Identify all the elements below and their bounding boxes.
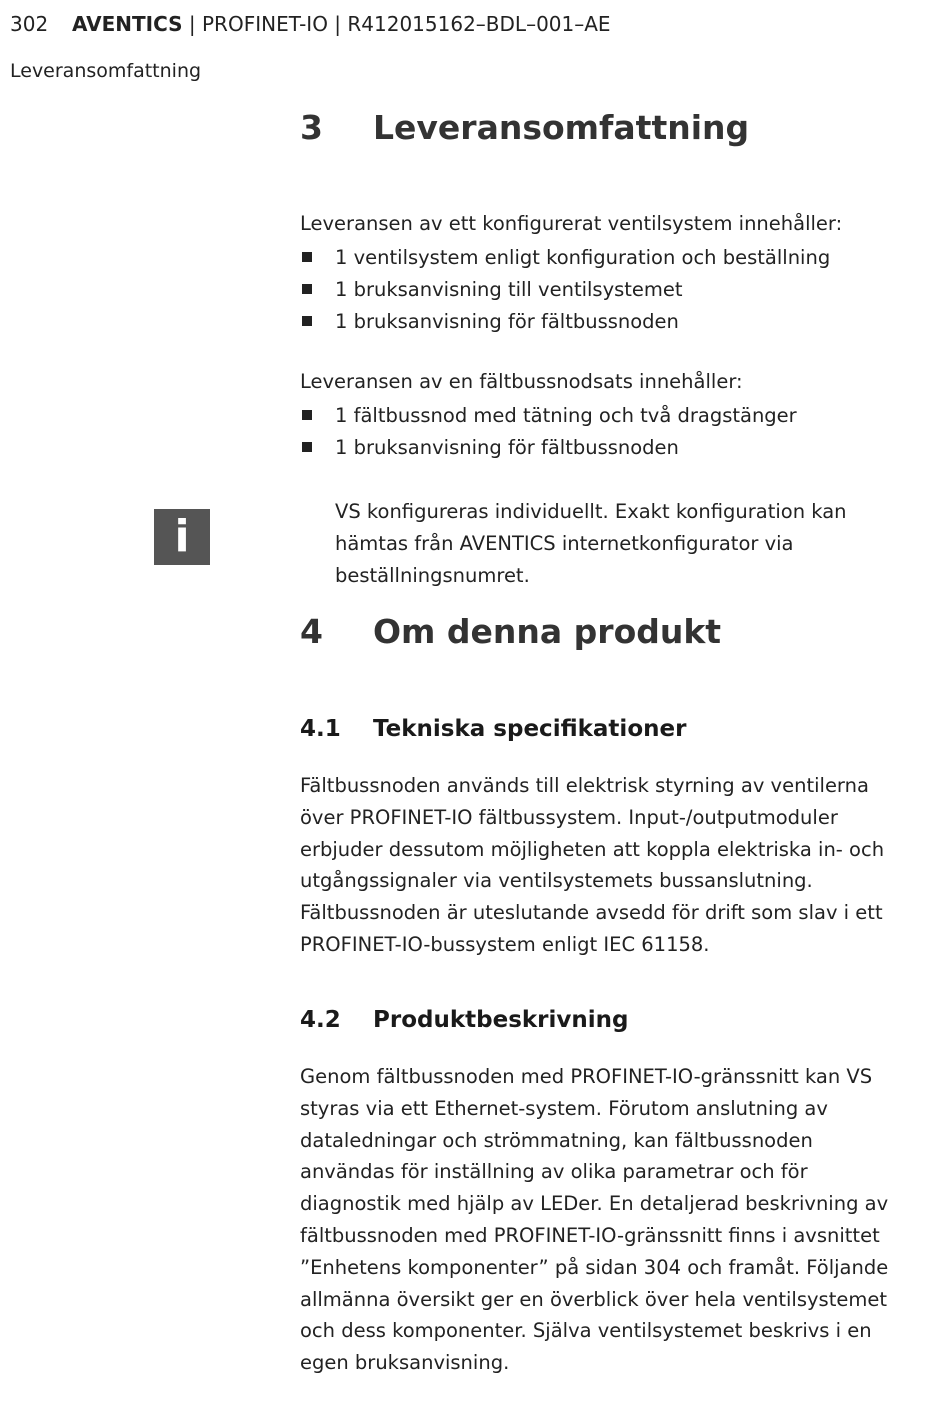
section-number: 3: [300, 108, 323, 147]
info-icon: i: [154, 509, 210, 565]
technical-specs-paragraph: Fältbussnoden används till elektrisk styrning av ventilerna över PROFINET-IO fältbussystem. Input-/outputmoduler erbjuder dessutom möjligheten att koppla elektriska in- och utgångssignaler via ventilsystemets bussanslutning. Fältbussnoden är uteslutande avsedd för drift som slav i ett PROFINET-IO-bussystem enligt IEC 61158.: [300, 774, 885, 956]
fieldbus-kit-list: [300, 400, 797, 464]
running-header: [10, 12, 611, 36]
product-description-paragraph: Genom fältbussnoden med PROFINET-IO-gränssnitt kan VS styras via ett Ethernet-system. Förutom anslutning av dataledningar och strömmatning, kan fältbussnoden användas för inställning av olika parametrar och för diagnostik med hjälp av LEDer. En detaljerad beskrivning av fältbussnoden med PROFINET-IO-gränssnitt finns i avsnittet ”Enhetens komponenter” på sidan 304 och framåt. Följande allmänna översikt ger en överblick över hela ventilsystemet och dess komponenter. Själva ventilsystemet beskrivs i en egen bruksanvisning.: [300, 1065, 889, 1375]
section-number: 4: [300, 612, 323, 651]
section-title: Om denna produkt: [373, 612, 722, 651]
list-item: 1 fältbussnod med tätning och två dragstänger: [300, 400, 797, 432]
valve-system-list: [300, 242, 830, 337]
bullet-square-icon: [302, 410, 312, 420]
subsection-number: 4.2: [300, 1007, 341, 1033]
brand-name: AVENTICS: [72, 12, 183, 36]
page-number: 302: [10, 12, 49, 36]
list-item: 1 bruksanvisning för fältbussnoden: [300, 432, 797, 464]
subsection-number: 4.1: [300, 716, 341, 742]
document-info: | PROFINET-IO | R412015162–BDL–001–AE: [182, 12, 611, 36]
valve-system-intro: Leveransen av ett konfigurerat ventilsystem innehåller:: [300, 212, 843, 235]
bullet-square-icon: [302, 284, 312, 294]
fieldbus-kit-intro: Leveransen av en fältbussnodsats innehåller:: [300, 370, 743, 393]
list-item: 1 ventilsystem enligt konfiguration och beställning: [300, 242, 830, 274]
info-note: VS konfigureras individuellt. Exakt konfiguration kan hämtas från AVENTICS internetkonfigurator via beställningsnumret.: [335, 500, 847, 587]
subsection-4-2-heading: [300, 1007, 629, 1033]
bullet-square-icon: [302, 252, 312, 262]
running-section-title: Leveransomfattning: [10, 60, 202, 82]
bullet-square-icon: [302, 442, 312, 452]
subsection-title: Tekniska specifikationer: [373, 716, 687, 742]
subsection-title: Produktbeskrivning: [373, 1007, 629, 1033]
list-item: 1 bruksanvisning för fältbussnoden: [300, 306, 830, 338]
section-3-heading: [300, 108, 749, 147]
bullet-square-icon: [302, 316, 312, 326]
list-item: 1 bruksanvisning till ventilsystemet: [300, 274, 830, 306]
section-4-heading: [300, 612, 721, 651]
section-title: Leveransomfattning: [373, 108, 750, 147]
subsection-4-1-heading: [300, 716, 686, 742]
